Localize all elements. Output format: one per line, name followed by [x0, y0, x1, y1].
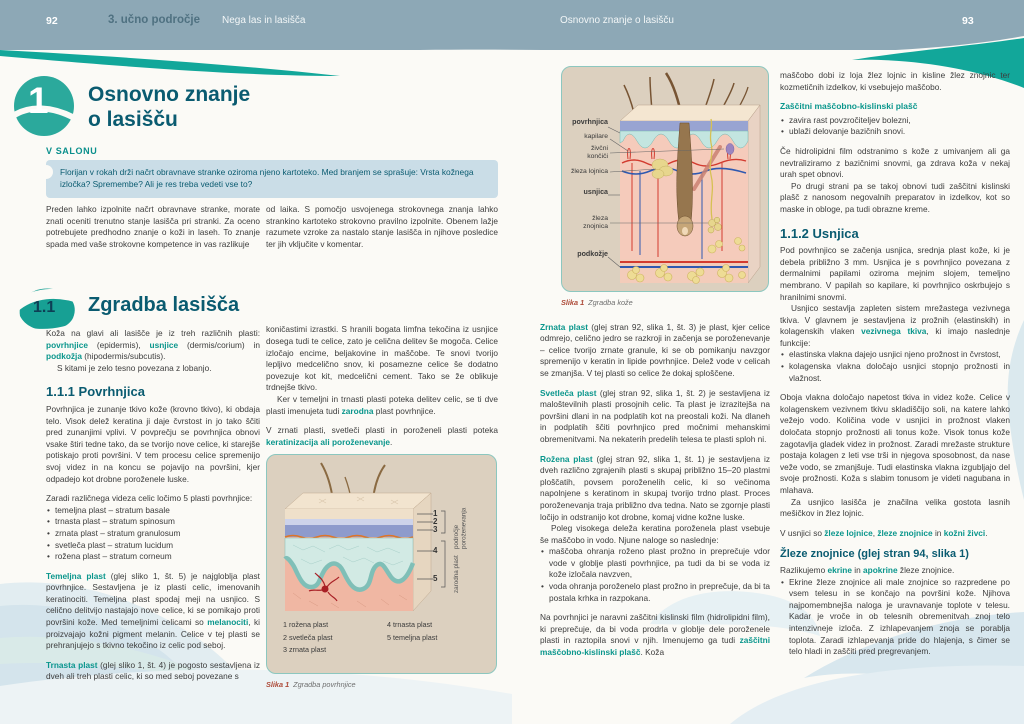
figure-number-label: 2 [433, 517, 438, 527]
figure-label: žleza znojnica [583, 215, 608, 230]
list-item: • ublaži delovanje bazičnih snovi. [780, 126, 1010, 138]
text-segment: , [872, 527, 878, 538]
figure-legend-col1 [283, 619, 333, 657]
highlight-term: zaščitni maščobno-kislinski plašč [540, 635, 770, 658]
list-item: • Ekrine žleze znojnice ali male znojnice so razpredene po vsem telesu in se končajo na površini kože. Njihova najpomembnejša naloga je uravnavanje toplote v telesu. Kadar je vroče in ob telesnih obremenitvah znoj telo intenzivneje izloča. Z izhlapevanjem znoja se porablja toplota. Zaradi izhlapevanja pride do hlajenja, s čimer se telo hladi in zaščiti pred pregrevanjem. [780, 577, 1010, 658]
text-segment: Ker v temeljni in trnasti plasti poteka delitev celic, se ti dve plasti imenujeta tudi [266, 393, 498, 416]
text-segment: (dermis/corium) in [178, 339, 260, 350]
text-segment: Koža na glavi ali lasišče je iz treh različnih plasti: [46, 328, 260, 338]
keratin-functions-list [540, 546, 770, 604]
list-item: 1 rožena plast [283, 620, 329, 630]
figure-number-label: 3 [433, 525, 438, 535]
list-item: • rožena plast – stratum corneum [46, 551, 260, 563]
paragraph: Pod povrhnjico se začenja usnjica, srednja plast kože, ki je debela približno 3 mm. Usnjica je s povrhnjico povezana z dermalnimi papilami oziroma mejnim slojem, temeljno membrano. V papilah so kapilare, ki povrhnjico oskrbujejo s hranilnimi snovmi. [780, 245, 1010, 302]
page-title [88, 82, 328, 132]
highlight-term: žleze znojnice [877, 527, 933, 538]
highlight-term: Zrnata plast [540, 321, 588, 332]
chapter-badge [14, 76, 74, 136]
paragraph: Oboja vlakna določajo napetost tkiva in videz kože. Celice v kolagenskem vezivnem tkivu skladiščijo soli, na katere lahko vežejo vodo. Količina vode v usnjici in prožnost vlaken določata stopnjo prožnosti ali tonus kože. Visok tonus kože zagotavlja gladek videz in prožnost. Zaradi mrežaste strukture postaja kolagen z leti vse trši in njegova sposobnost, da nase veže vodo, se zmanjšuje. Tudi elastinska vlakna izgubljajo del svoje prožnosti. Koža s slabim tonusom je videti nagubana in mlahava. [780, 392, 1010, 495]
paragraph: maščobo dobi iz loja žlez lojnic in kisline žlez znojnic ter kozmetičnih izdelkov, ki vsebujejo maščobo. [780, 70, 1010, 92]
acid-mantle-list [780, 115, 1010, 138]
highlight-term: Trnasta plast [46, 659, 98, 670]
figure-label: žleza lojnica [570, 168, 608, 175]
text-segment: (glej sliko 1, št. 4) je pogosto sestavljena iz dveh ali treh plasti celic, ki so med seboj povezane s [46, 659, 261, 682]
salon-box: Florijan v rokah drži načrt obravnave stranke oziroma njeno kartoteko. Med branjem se sprašuje: Vrsta kožnega izločka? Spremembe? Ali je res treba vedeti vse to? [46, 160, 498, 198]
paragraph: Povrhnjica je zunanje tkivo kože (krovno tkivo), ki obdaja telo. Visok delež keratina ji daje čvrstost in jo tako ščiti pred zunanjimi vplivi. V povprečju se povrhnjica obnovi vsake štiri tedne tako, da se tvorijo nove celice, ki starejše potiskajo proti površini. V tem procesu celice spremenijo svoj videz in na koncu se pojavijo na površini, kjer odpadejo kot drobne poroženele luske. [46, 403, 260, 484]
salon-label: V SALONU [46, 146, 98, 156]
list-item: • svetleča plast – stratum lucidum [46, 540, 260, 552]
figure-label: živčni končiči [587, 145, 608, 160]
epidermis-figure [266, 454, 497, 674]
paragraph [266, 425, 498, 448]
text-segment: (glej stran 92, slika 1, št. 3) je plast, kjer celice odmrejo, celično jedro se razkroji in začenja se poroženevanje – celice tvorijo zrnate granule, ki se ob pomikanju navzgor spremenijo v keratin in lipide povrhnjice. Delež vode v celicah se zmanjša. V tej plasti so celice že dokaj sploščene. [540, 321, 770, 378]
page-number-right: 93 [962, 15, 974, 27]
left-intro-col1 [46, 204, 260, 250]
acid-mantle-heading: Zaščitni maščobno-kislinski plašč [780, 101, 918, 112]
page-number-left: 92 [46, 15, 58, 27]
figure-number-label: 4 [433, 546, 438, 556]
sweat-glands-heading: Žleze znojnice (glej stran 94, slika 1) [780, 548, 969, 561]
header-chapter: 3. učno področje [108, 14, 201, 26]
paragraph [266, 394, 498, 417]
header-chapter-subtitle: Nega las in lasišča [222, 15, 306, 26]
highlight-term: Rožena plast [540, 453, 593, 464]
paragraph [540, 454, 770, 524]
paragraph: koničastimi izrastki. S hranili bogata limfna tekočina iz usnjice dosega tudi te celice, zato je celična delitev še mogoča. Celice izločajo encime, beljakovine in maščobe. Te snovi tvorijo lepljivo medcelično snov, ki posamezne celice še dodatno povezuje kot kit, medcelični cement. Tako se že oblikuje trdnejše tkivo. [266, 324, 498, 393]
heading-1-1-2: 1.1.2 Usnjica [780, 225, 859, 241]
salon-callout [46, 146, 498, 198]
text-segment: plast povrhnjice. [373, 405, 436, 416]
paragraph [46, 571, 260, 652]
text-segment: . [390, 436, 393, 447]
list-item: 3 zrnata plast [283, 645, 327, 655]
highlight-term: ekrine [827, 564, 852, 575]
text-segment: (epidermis), [87, 339, 150, 350]
list-item: • kolagenska vlakna določajo usnjici stopnjo prožnosti in vlažnost. [780, 361, 1010, 384]
figure-label: podkožje [577, 250, 608, 258]
text-segment: , ki proizvajajo kožni pigment melanin. Celice v tej plasti se prehranjujejo s tkivno tekočino iz celic pod seboj. [46, 617, 260, 651]
list-item: • trnasta plast – stratum spinosum [46, 516, 260, 528]
figure-caption [561, 297, 770, 309]
chapter-number: 1 [28, 80, 49, 121]
highlight-term: Svetleča plast [540, 387, 597, 398]
heading-1-1-1: 1.1.1 Povrhnjica [46, 384, 145, 400]
text-segment: Razlikujemo [780, 564, 828, 575]
paragraph: Če hidrolipidni film odstranimo s kože z umivanjem ali ga nevtraliziramo z bazičnimi snovmi, ga zdrava koža v nekaj urah spet obnovi. [780, 145, 1010, 180]
paragraph: Preden lahko izpolnite načrt obravnave stranke, morate znati oceniti trenutno stanje lasišča pri stranki. Za oceno potrebujete predhodno znanje o koži in laseh. To znanje spada med vaše strokovne kompetence in vas razlikuje [46, 204, 260, 249]
text-segment: (glej stran 92, slika 1, št. 2) je sestavljena iz maloštevilnih plasti prosojnih celic. Ta plast je izrazitejša na površini dlani in na podplatih kot na preostali koži. Na dlaneh in podplatih ščiti povrhnjico pred močnimi mehanskimi obremenitvami. Na nekaterih predelih telesa te plasti sploh ni. [540, 387, 770, 444]
right-col2 [780, 70, 1010, 658]
paragraph [540, 388, 770, 446]
text-segment: , ki imajo naslednje funkcije: [780, 326, 1010, 348]
epidermis-layer-list [46, 505, 260, 563]
figure-caption-text: Zgradba povrhnjice [293, 680, 356, 690]
paragraph [46, 328, 260, 363]
section-number: 1.1 [33, 299, 56, 316]
figure-side-label-bottom: zarodna plast [453, 555, 460, 594]
figure-label: usnjica [583, 188, 608, 196]
right-col1 [540, 66, 770, 659]
highlight-term: podkožja [46, 351, 82, 362]
paragraph: S kitami je zelo tesno povezana z lobanjo. [57, 362, 212, 373]
highlight-term: Temeljna plast [46, 570, 106, 581]
text-segment: (glej sliko 1, št. 5) je najgloblja plast povrhnjice. Sestavljena je iz plasti celic, imenovanih keratinociti. Temeljna plast spodaj meji na usnjico. S celično delitvijo nastajajo nove celice, ki se pomikajo proti površini kože. Med temeljnimi celicami so [46, 570, 260, 628]
figure-number-label: 1 [433, 509, 438, 519]
text-segment: . Koža [640, 647, 665, 658]
list-item: • zrnata plast – stratum granulosum [46, 528, 260, 540]
figure-side-label-top: področje poroženevanja [453, 508, 468, 550]
page-title-line1: Osnovno znanje [88, 83, 251, 106]
paragraph [540, 612, 770, 658]
figure-label: povrhnjica [572, 118, 608, 126]
highlight-term: kožni živci [943, 527, 986, 538]
paragraph: Po drugi strani pa se takoj obnovi tudi zaščitni kislinski plašč z nanosom negovalnih preparatov in izdelkov, kot so maske in obloge, pa tudi obrazne kreme. [780, 180, 1010, 214]
text-segment: V zrnati plasti, svetleči plasti in poroženeli plasti poteka [266, 425, 498, 436]
figure-legend-col2 [387, 619, 437, 644]
list-item: 5 temeljna plast [387, 632, 438, 642]
paragraph [780, 303, 1010, 349]
page-title-line2: o lasišču [88, 108, 178, 131]
list-item: • voda ohranja poroženelo plast prožno in preprečuje, da bi ta postala krhka in razpokana. [540, 581, 770, 604]
highlight-term: zarodna [341, 405, 374, 416]
text-segment: (glej stran 92, slika 1, št. 1) je sestavljena iz dveh različno zgrajenih plasti s skupaj približno 15–20 plastmi ploščatih, povsem poroženelih celic, ki so večinoma napolnjene s keratinom in skupaj tvorijo trdno plast. Proces poroženevanja traja približno dva tedna. Nato se zgornje plasti ločijo in odstranijo kot drobne, komaj vidne kožne luske. [540, 453, 770, 522]
highlight-term: usnjice [149, 339, 179, 350]
text-segment: Na povrhnjici je naravni zaščitni kislinski film (hidrolipidni film), ki preprečuje, da bi voda prodrla v globlje dele poroženele plasti in raztopila snovi v njih. Imenujemo ga tudi [540, 612, 770, 646]
left-col2 [266, 204, 498, 691]
text-segment: Usnjico sestavlja zapleten sistem mrežastega vezivnega tkiva. V glavnem je sestavljena iz prožnih (elastinskih) in kolagenskih vlaken [780, 303, 1010, 337]
list-item: 4 trnasta plast [387, 620, 433, 630]
text-segment: žleze znojnice. [897, 564, 955, 575]
text-segment: . [985, 527, 988, 538]
section-title: Zgradba lasišča [88, 294, 240, 316]
figure-caption [266, 679, 498, 691]
highlight-term: žleze lojnice [824, 527, 873, 538]
left-col1-body [46, 328, 260, 683]
text-segment: in [851, 564, 864, 575]
highlight-term: povrhnjice [46, 339, 88, 350]
highlight-term: melanociti [207, 617, 249, 628]
list-item: 2 svetleča plast [283, 632, 333, 642]
text-segment: V usnjici so [780, 527, 825, 538]
list-item: • elastinska vlakna dajejo usnjici njeno prožnost in čvrstost, [780, 349, 1010, 361]
figure-number-label: 5 [433, 574, 438, 584]
eccrine-glands-list [780, 577, 1010, 658]
highlight-term: keratinizacija ali poroženevanje [266, 436, 391, 447]
figure-label: kapilare [584, 133, 608, 140]
paragraph: Za usnjico lasišča je značilna velika gostota lasnih mešičkov in žlez lojnic. [780, 496, 1010, 519]
text-segment: in [932, 527, 944, 538]
paragraph [46, 660, 260, 683]
highlight-term: vezivnega tkiva [861, 326, 927, 337]
paragraph: Poleg visokega deleža keratina poroženela plast vsebuje še maščobo in vodo. Njune naloge so naslednje: [540, 523, 770, 545]
header-right-title: Osnovno znanje o lasišču [560, 15, 674, 26]
skin-figure [561, 66, 769, 292]
paragraph [780, 528, 1010, 540]
paragraph [540, 322, 770, 380]
figure-caption-label: Slika 1 [561, 298, 585, 307]
paragraph: od laika. S pomočjo usvojenega strokovnega znanja lahko strankino kartoteko strokovno pravilno izpolnite. Obenem lažje razumete vzroke za nastalo stanje lasišča in njihove posledice ter jih vključite v komentar. [266, 204, 498, 249]
paragraph: Zaradi različnega videza celic ločimo 5 plasti povrhnjice: [46, 493, 253, 504]
highlight-term: apokrine [863, 564, 898, 575]
figure-caption-text: Zgradba kože [588, 298, 633, 307]
figure-caption-label: Slika 1 [266, 680, 290, 690]
list-item: • temeljna plast – stratum basale [46, 505, 260, 517]
paragraph [780, 565, 1010, 577]
list-item: • maščoba ohranja roženo plast prožno in preprečuje vdor vode v globlje plasti povrhnjice, pa tudi da bi se voda iz kože izločala navzven, [540, 546, 770, 581]
fiber-functions-list [780, 349, 1010, 384]
text-segment: (hipodermis/subcutis). [81, 351, 166, 362]
list-item: • zavira rast povzročiteljev bolezni, [780, 115, 1010, 127]
